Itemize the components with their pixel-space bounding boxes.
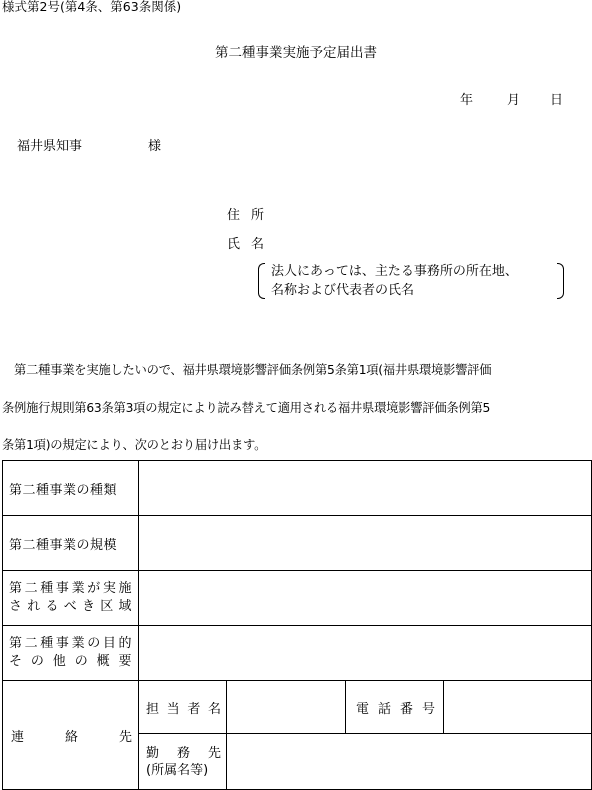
phone-number-field[interactable] (444, 681, 592, 734)
body-paragraph (2, 352, 592, 465)
table-row-area (3, 571, 592, 626)
address-label: 住所 (227, 208, 276, 223)
corporation-note-line-2: 名称および代表者の氏名 (271, 283, 415, 298)
corporation-note (258, 262, 564, 300)
name-label: 氏名 (227, 237, 276, 252)
workplace-label-line-1: 勤務先 (146, 745, 221, 761)
addressee-name: 福井県知事 (17, 139, 83, 154)
table-row-purpose (3, 626, 592, 681)
workplace-label (139, 734, 227, 790)
scale-field[interactable] (139, 516, 592, 571)
workplace-label-line-2: (所属名等) (146, 762, 209, 778)
purpose-label (3, 626, 139, 681)
right-bracket (557, 263, 564, 299)
date-day-label: 日 (550, 93, 564, 108)
person-in-charge-field[interactable] (227, 681, 346, 734)
left-bracket (258, 263, 265, 299)
corporation-note-line-1: 法人にあっては、主たる事務所の所在地、 (271, 264, 518, 279)
notification-form-table (2, 460, 592, 790)
body-line-3: 条第1項)の規定により、次のとおり届け出ます。 (2, 438, 267, 452)
table-row-scale (3, 516, 592, 571)
date-year-label: 年 (460, 93, 474, 108)
purpose-label-line-1: 第二種事業の目的 (9, 636, 132, 651)
workplace-field[interactable] (227, 734, 592, 790)
area-label (3, 571, 139, 626)
body-line-2: 条例施行規則第63条第3項の規定により読み替えて適用される福井県環境影響評価条例第5 (2, 400, 491, 415)
table-row-type (3, 461, 592, 516)
form-number: 様式第2号(第4条、第63条関係) (2, 0, 182, 14)
body-line-1: 第二種事業を実施したいので、福井県環境影響評価条例第5条第1項(福井県環境影響評価 (2, 363, 492, 377)
area-label-line-2: されるべき区域 (9, 599, 132, 614)
table-row-contact-person (3, 681, 592, 734)
scale-label: 第二種事業の規模 (3, 516, 139, 571)
phone-number-label: 電話番号 (346, 681, 444, 734)
date-line (460, 94, 582, 110)
purpose-label-line-2: その他の概要 (9, 654, 132, 669)
date-month-label: 月 (507, 93, 521, 108)
area-field[interactable] (139, 571, 592, 626)
purpose-field[interactable] (139, 626, 592, 681)
contact-label: 連絡先 (3, 681, 139, 790)
person-in-charge-label: 担当者名 (139, 681, 227, 734)
area-label-line-1: 第二種事業が実施 (9, 581, 132, 596)
addressee-honorific: 様 (148, 139, 162, 154)
document-title: 第二種事業実施予定届出書 (215, 45, 377, 61)
type-field[interactable] (139, 461, 592, 516)
type-label: 第二種事業の種類 (3, 461, 139, 516)
